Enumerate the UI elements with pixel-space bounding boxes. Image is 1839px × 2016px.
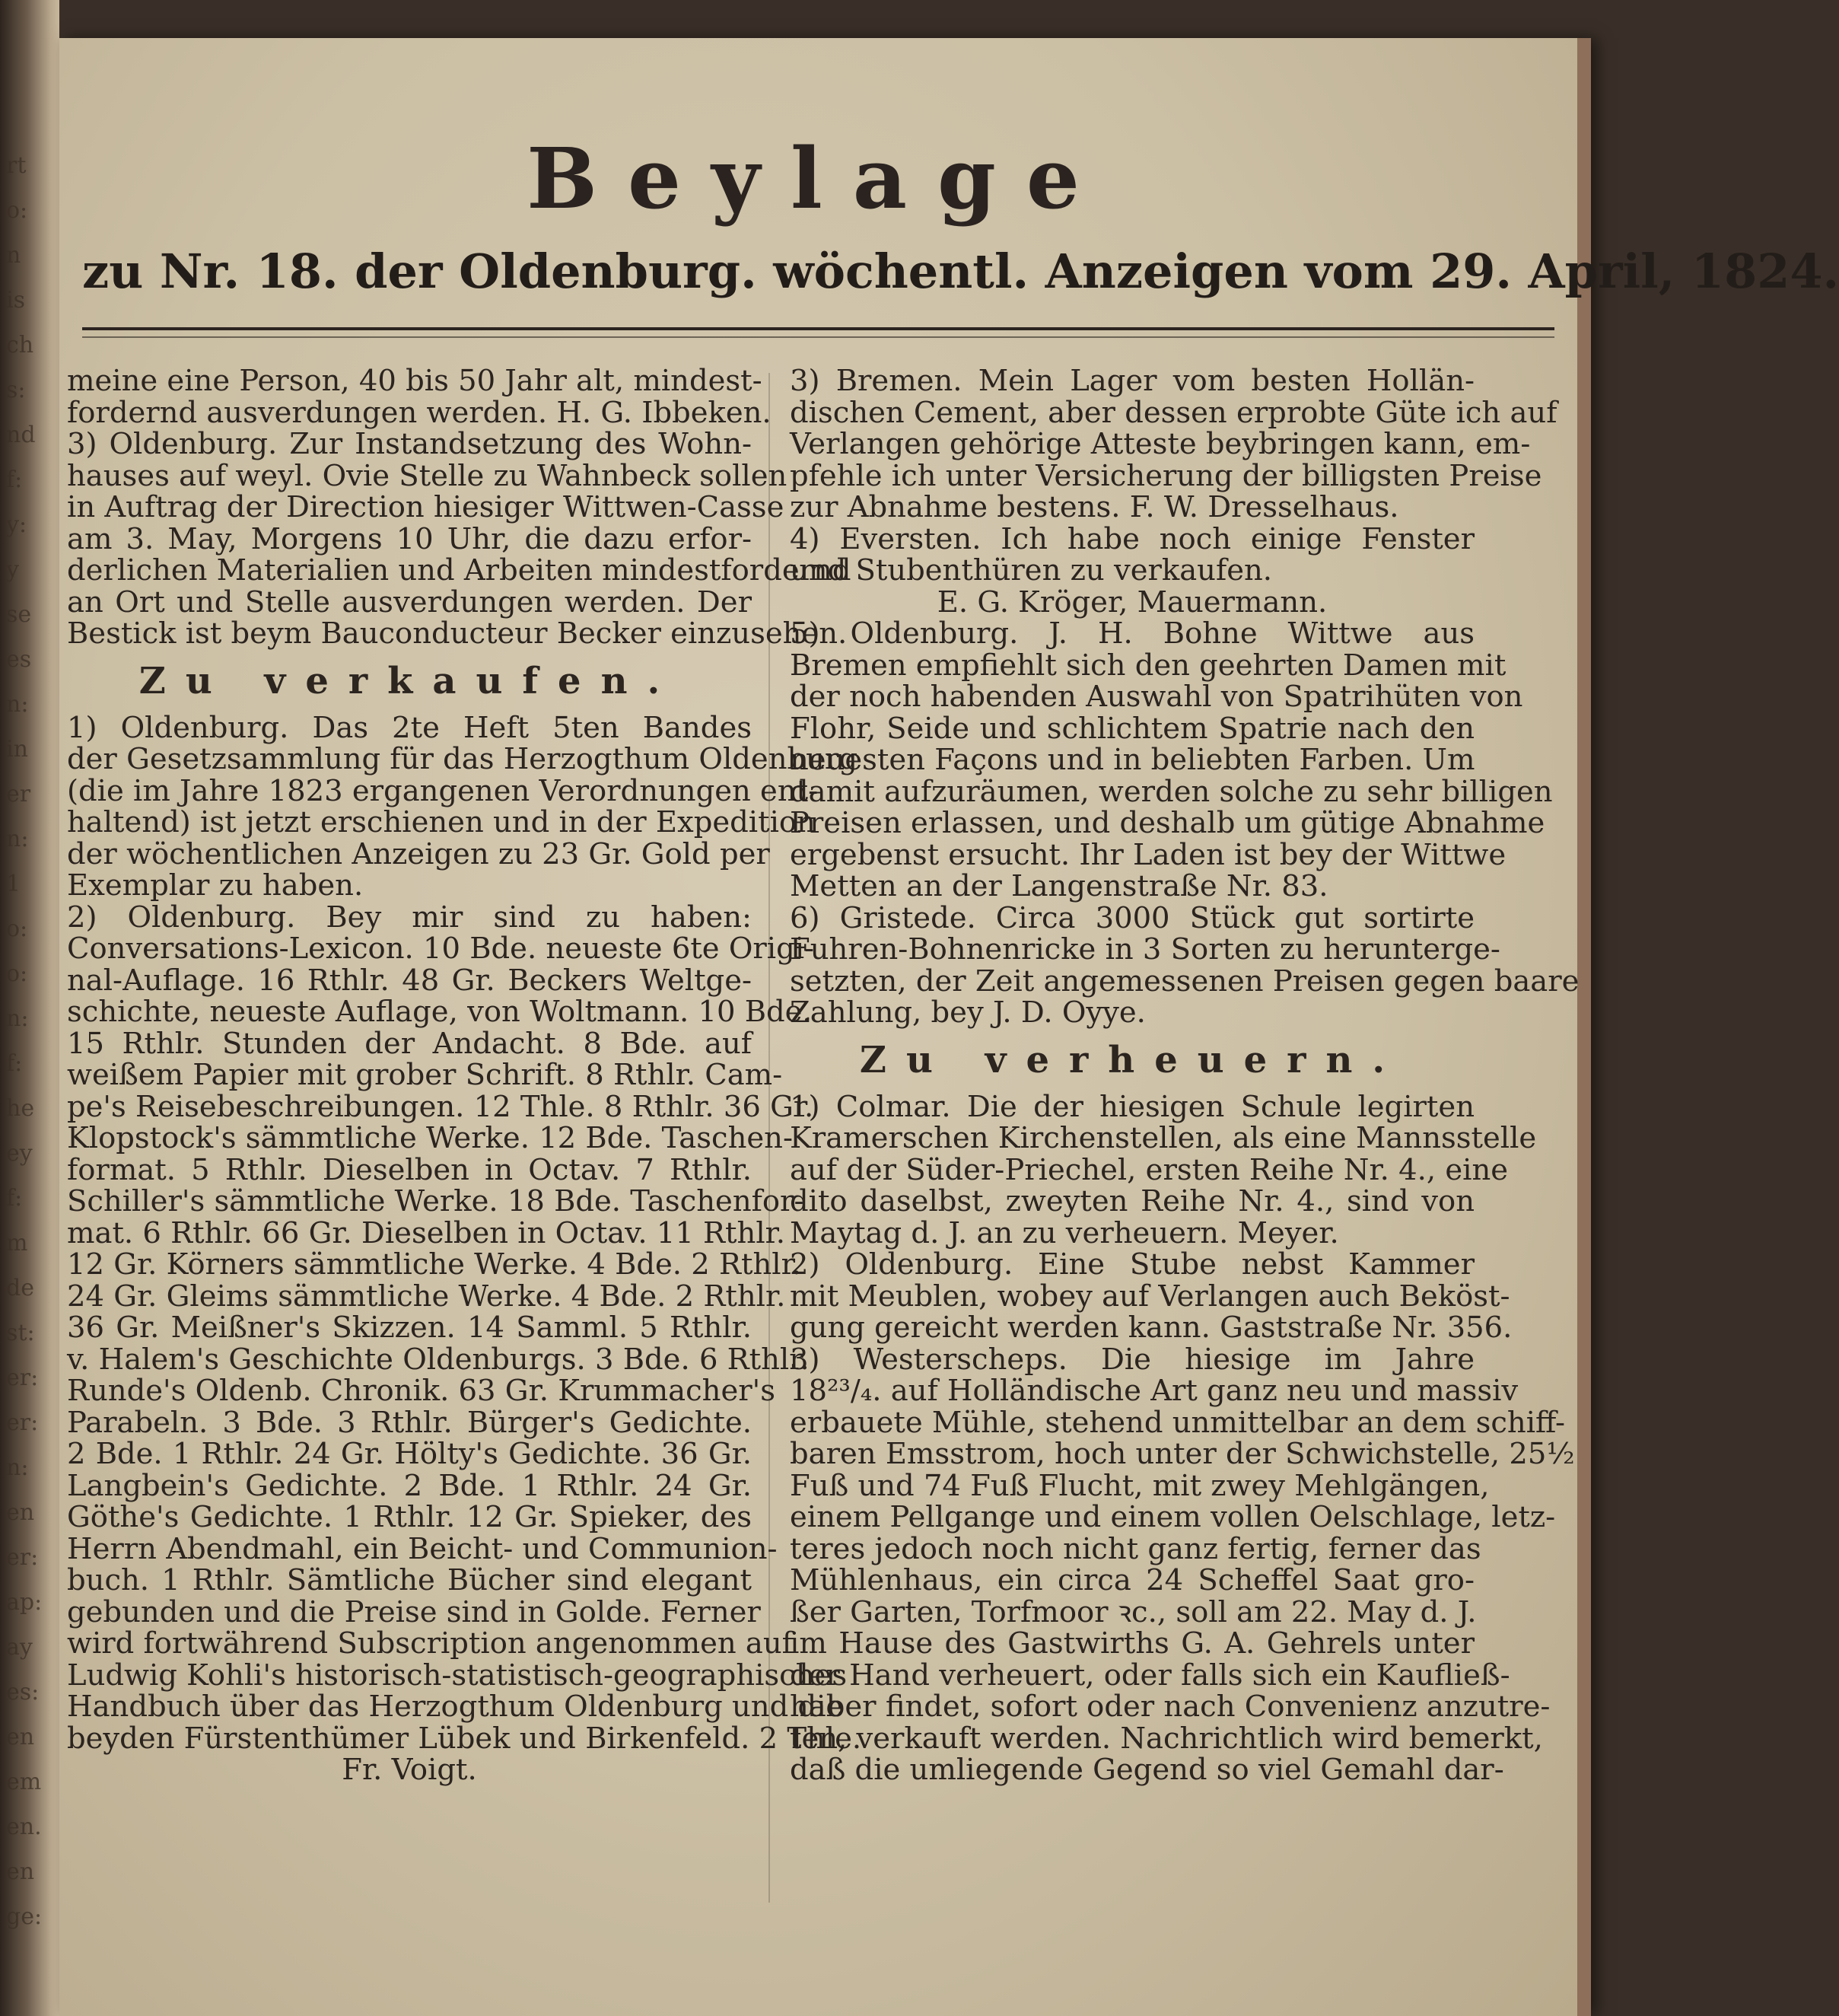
right-column-line: baren Emsstrom, hoch unter der Schwichstelle, 25½ — [790, 1437, 1575, 1471]
right-column-line: auf der Süder-Priechel, ersten Reihe Nr. 4., eine — [790, 1152, 1509, 1187]
right-column-line: 3) Bremen. Mein Lager vom besten Hollän- — [790, 364, 1475, 398]
right-column-line: erbauete Mühle, stehend unmittelbar an dem schiff- — [790, 1405, 1565, 1440]
left-column-line: Herrn Abendmahl, ein Beicht- und Communion- — [67, 1531, 778, 1566]
margin-fragment: en — [6, 1724, 35, 1750]
left-column-line: buch. 1 Rthlr. Sämtliche Bücher sind elegant — [67, 1563, 752, 1597]
right-column-line: dischen Cement, aber dessen erprobte Güte ich auf — [790, 395, 1557, 430]
right-column-line: Flohr, Seide und schlichtem Spatrie nach den — [790, 711, 1475, 746]
left-column-line: Schiller's sämmtliche Werke. 18 Bde. Taschenfor- — [67, 1184, 804, 1218]
left-column-line: Ludwig Kohli's historisch-statistisch-geographisches — [67, 1658, 848, 1693]
left-column-line: am 3. May, Morgens 10 Uhr, die dazu erfor- — [67, 521, 752, 556]
margin-fragment: en — [6, 1499, 35, 1526]
left-column-line: schichte, neueste Auflage, von Woltmann. 10 Bde. — [67, 995, 812, 1029]
right-column-line: ergebenst ersucht. Ihr Laden ist bey der Wittwe — [790, 837, 1507, 872]
right-column-line: Metten an der Langenstraße Nr. 83. — [790, 869, 1328, 903]
left-column-line: 2 Bde. 1 Rthlr. 24 Gr. Hölty's Gedichte. 36 Gr. — [67, 1437, 752, 1471]
margin-fragment: in — [6, 736, 28, 763]
margin-fragment: er: — [6, 1409, 39, 1436]
right-column-line: Bremen empfiehlt sich den geehrten Damen mit — [790, 648, 1507, 683]
left-column-line: gebunden und die Preise sind in Golde. Ferner — [67, 1594, 761, 1629]
margin-fragment: nd — [6, 422, 36, 448]
right-column-line: daß die umliegende Gegend so viel Gemahl dar- — [790, 1753, 1504, 1787]
newspaper-page — [59, 38, 1839, 2016]
left-column-line: in Auftrag der Direction hiesiger Wittwen-Casse — [67, 490, 784, 524]
margin-fragment: f: — [6, 1185, 23, 1212]
left-column-line: 36 Gr. Meißner's Skizzen. 14 Samml. 5 Rthlr. — [67, 1311, 752, 1345]
right-column-line: Preisen erlassen, und deshalb um gütige Abnahme — [790, 806, 1545, 840]
left-column-line: wird fortwährend Subscription angenommen auf — [67, 1626, 793, 1661]
left-column-line: meine eine Person, 40 bis 50 Jahr alt, mindest- — [67, 364, 762, 398]
left-column-line: (die im Jahre 1823 ergangenen Verordnungen ent- — [67, 773, 819, 808]
left-column — [67, 364, 862, 1787]
left-column-line: nal-Auflage. 16 Rthlr. 48 Gr. Beckers Weltge- — [67, 963, 752, 998]
left-column-line: Bestick ist beym Bauconducteur Becker einzusehen. — [67, 616, 848, 651]
left-column-line: weißem Papier mit grober Schrift. 8 Rthlr. Cam- — [67, 1058, 783, 1092]
margin-fragment: es — [6, 646, 32, 673]
margin-fragment: s: — [6, 377, 26, 403]
left-column-line: format. 5 Rthlr. Dieselben in Octav. 7 Rthlr. — [67, 1152, 752, 1187]
right-column-line: neuesten Façons und in beliebten Farben. Um — [790, 743, 1475, 777]
left-column-line: Fr. Voigt. — [342, 1753, 477, 1787]
right-column-line: 5) Oldenburg. J. H. Bohne Wittwe aus — [790, 616, 1475, 651]
right-column-line: Kramerschen Kirchenstellen, als eine Mannsstelle — [790, 1121, 1537, 1155]
margin-fragment: es: — [6, 1679, 40, 1705]
right-column-line: ten, verkauft werden. Nachrichtlich wird bemerkt, — [790, 1721, 1543, 1756]
left-column-line: v. Halem's Geschichte Oldenburgs. 3 Bde. 6 Rthlr. — [67, 1342, 810, 1377]
right-column-line: setzten, der Zeit angemessenen Preisen gegen baare — [790, 963, 1580, 998]
section-heading: Zu verkaufen. — [138, 659, 680, 702]
right-column-line: haber findet, sofort oder nach Convenienz anzutre- — [790, 1690, 1551, 1724]
right-column-line: Fuß und 74 Fuß Flucht, mit zwey Mehlgängen, — [790, 1468, 1490, 1503]
right-column-line: dito daselbst, zweyten Reihe Nr. 4., sind von — [790, 1184, 1475, 1218]
margin-fragment: n — [6, 242, 21, 269]
left-column-line: haltend) ist jetzt erschienen und in der Expedition — [67, 805, 816, 839]
margin-fragment: f: — [6, 467, 23, 493]
left-column-line: Klopstock's sämmtliche Werke. 12 Bde. Taschen- — [67, 1121, 793, 1155]
right-column — [790, 364, 1580, 1787]
margin-fragment: rt — [6, 152, 27, 179]
right-column-line: gung gereicht werden kann. Gaststraße Nr. 356. — [790, 1311, 1513, 1345]
margin-fragment: 1 — [6, 871, 21, 897]
left-column-line: der wöchentlichen Anzeigen zu 23 Gr. Gold per — [67, 836, 770, 871]
margin-fragment: er: — [6, 1544, 39, 1571]
margin-fragment: ch — [6, 332, 34, 358]
left-column-line: pe's Reisebeschreibungen. 12 Thle. 8 Rthlr. 36 Gr. — [67, 1089, 814, 1124]
right-column-line: Mühlenhaus, ein circa 24 Scheffel Saat gro- — [790, 1563, 1475, 1597]
margin-fragment: o: — [6, 960, 28, 987]
right-column-line: 6) Gristede. Circa 3000 Stück gut sortirte — [790, 900, 1475, 935]
margin-fragment: n: — [6, 691, 29, 718]
adjacent-page-edge — [0, 0, 59, 2016]
right-column-line: 18²³/₄. auf Holländische Art ganz neu und massiv — [790, 1374, 1519, 1408]
right-column-line: damit aufzuräumen, werden solche zu sehr billigen — [790, 774, 1553, 809]
left-column-line: der Gesetzsammlung für das Herzogthum Oldenburg — [67, 742, 857, 776]
margin-fragment: er: — [6, 1365, 39, 1391]
left-column-line: Göthe's Gedichte. 1 Rthlr. 12 Gr. Spieker, des — [67, 1500, 752, 1534]
margin-fragment: ap: — [6, 1589, 43, 1616]
right-column-line: der noch habenden Auswahl von Spatrihüten von — [790, 680, 1523, 714]
right-column-line: der Hand verheuert, oder falls sich ein Kaufließ- — [790, 1658, 1510, 1693]
left-column-line: 12 Gr. Körners sämmtliche Werke. 4 Bde. 2 Rthlr. — [67, 1247, 801, 1282]
right-column-line: teres jedoch noch nicht ganz fertig, ferner das — [790, 1531, 1481, 1566]
margin-fragment: n: — [6, 1005, 29, 1032]
right-column-line: 4) Eversten. Ich habe noch einige Fenster — [790, 521, 1475, 556]
margin-fragment: de — [6, 1275, 34, 1301]
left-column-line: 3) Oldenburg. Zur Instandsetzung des Wohn- — [67, 427, 752, 461]
right-column-line: 3) Westerscheps. Die hiesige im Jahre — [790, 1342, 1475, 1377]
right-column-line: pfehle ich unter Versicherung der billigsten Preise — [790, 458, 1542, 493]
left-column-line: Langbein's Gedichte. 2 Bde. 1 Rthlr. 24 Gr. — [67, 1468, 752, 1503]
left-column-line: derlichen Materialien und Arbeiten mindestfordernd — [67, 553, 851, 588]
margin-fragment: er — [6, 781, 31, 807]
left-column-line: 1) Oldenburg. Das 2te Heft 5ten Bandes — [67, 710, 752, 745]
margin-fragment: m — [6, 1230, 28, 1256]
margin-fragment: n: — [6, 1454, 29, 1481]
margin-fragment: en — [6, 1858, 35, 1885]
left-column-line: Exemplar zu haben. — [67, 868, 364, 903]
margin-fragment: se — [6, 601, 32, 628]
margin-fragment: he — [6, 1095, 35, 1122]
left-column-line: Runde's Oldenb. Chronik. 63 Gr. Krummacher's — [67, 1374, 776, 1408]
right-column-line: Zahlung, bey J. D. Oyye. — [790, 995, 1146, 1030]
margin-fragment: en. — [6, 1814, 42, 1840]
left-column-line: Handbuch über das Herzogthum Oldenburg und die — [67, 1690, 844, 1724]
left-column-line: fordernd ausverdungen werden. H. G. Ibbeken. — [67, 395, 772, 430]
margin-fragment: ge: — [6, 1903, 43, 1930]
right-column-line: 1) Colmar. Die der hiesigen Schule legirten — [790, 1089, 1475, 1124]
header-rule-thin — [82, 336, 1554, 338]
right-column-line: Fuhren-Bohnenricke in 3 Sorten zu herunterge- — [790, 932, 1500, 967]
right-column-line: und Stubenthüren zu verkaufen. — [790, 553, 1273, 588]
right-column-line: mit Meublen, wobey auf Verlangen auch Beköst- — [790, 1279, 1510, 1314]
right-column-line: im Hause des Gastwirths G. A. Gehrels unter — [790, 1626, 1475, 1661]
right-column-line: 2) Oldenburg. Eine Stube nebst Kammer — [790, 1247, 1475, 1282]
margin-fragment: o: — [6, 197, 28, 224]
left-column-line: 24 Gr. Gleims sämmtliche Werke. 4 Bde. 2 Rthlr. — [67, 1279, 786, 1314]
left-column-line: hauses auf weyl. Ovie Stelle zu Wahnbeck sollen — [67, 458, 787, 493]
margin-fragment: f: — [6, 1050, 23, 1077]
left-column-line: mat. 6 Rthlr. 66 Gr. Dieselben in Octav. 11 Rthlr. — [67, 1215, 786, 1250]
page-subtitle: zu Nr. 18. der Oldenburg. wöchentl. Anzeigen vom 29. April, 1824. — [82, 244, 1839, 299]
margin-fragment: n: — [6, 826, 29, 852]
right-column-line: E. G. Kröger, Mauermann. — [937, 584, 1328, 619]
left-column-line: beyden Fürstenthümer Lübek und Birkenfeld. 2 Thle. — [67, 1721, 862, 1756]
margin-fragment: is — [6, 287, 25, 314]
margin-fragment: y — [6, 556, 19, 583]
page-title: Beylage — [527, 129, 1110, 228]
left-column-line: 15 Rthlr. Stunden der Andacht. 8 Bde. auf — [67, 1026, 752, 1061]
margin-fragment: st: — [6, 1320, 35, 1346]
section-heading: Zu verheuern. — [859, 1038, 1405, 1081]
header-rule — [82, 327, 1554, 330]
right-column-line: zur Abnahme bestens. F. W. Dresselhaus. — [790, 490, 1399, 524]
margin-fragment: ey — [6, 1140, 33, 1167]
right-column-line: ßer Garten, Torfmoor ꝛc., soll am 22. May d. J. — [790, 1594, 1477, 1629]
right-column-line: Verlangen gehörige Atteste beybringen kann, em- — [790, 427, 1531, 461]
left-column-line: Parabeln. 3 Bde. 3 Rthlr. Bürger's Gedichte. — [67, 1405, 752, 1440]
margin-fragment: o: — [6, 916, 28, 942]
margin-fragment: y: — [6, 511, 27, 538]
right-column-line: einem Pellgange und einem vollen Oelschlage, letz- — [790, 1500, 1556, 1534]
column-divider — [768, 373, 770, 1903]
left-column-line: an Ort und Stelle ausverdungen werden. Der — [67, 584, 752, 619]
margin-fragment: em — [6, 1769, 42, 1795]
left-column-line: Conversations-Lexicon. 10 Bde. neueste 6te Origi- — [67, 932, 815, 966]
margin-fragment: ay — [6, 1634, 33, 1661]
left-column-line: 2) Oldenburg. Bey mir sind zu haben: — [67, 900, 752, 935]
right-column-line: Maytag d. J. an zu verheuern. Meyer. — [790, 1215, 1339, 1250]
